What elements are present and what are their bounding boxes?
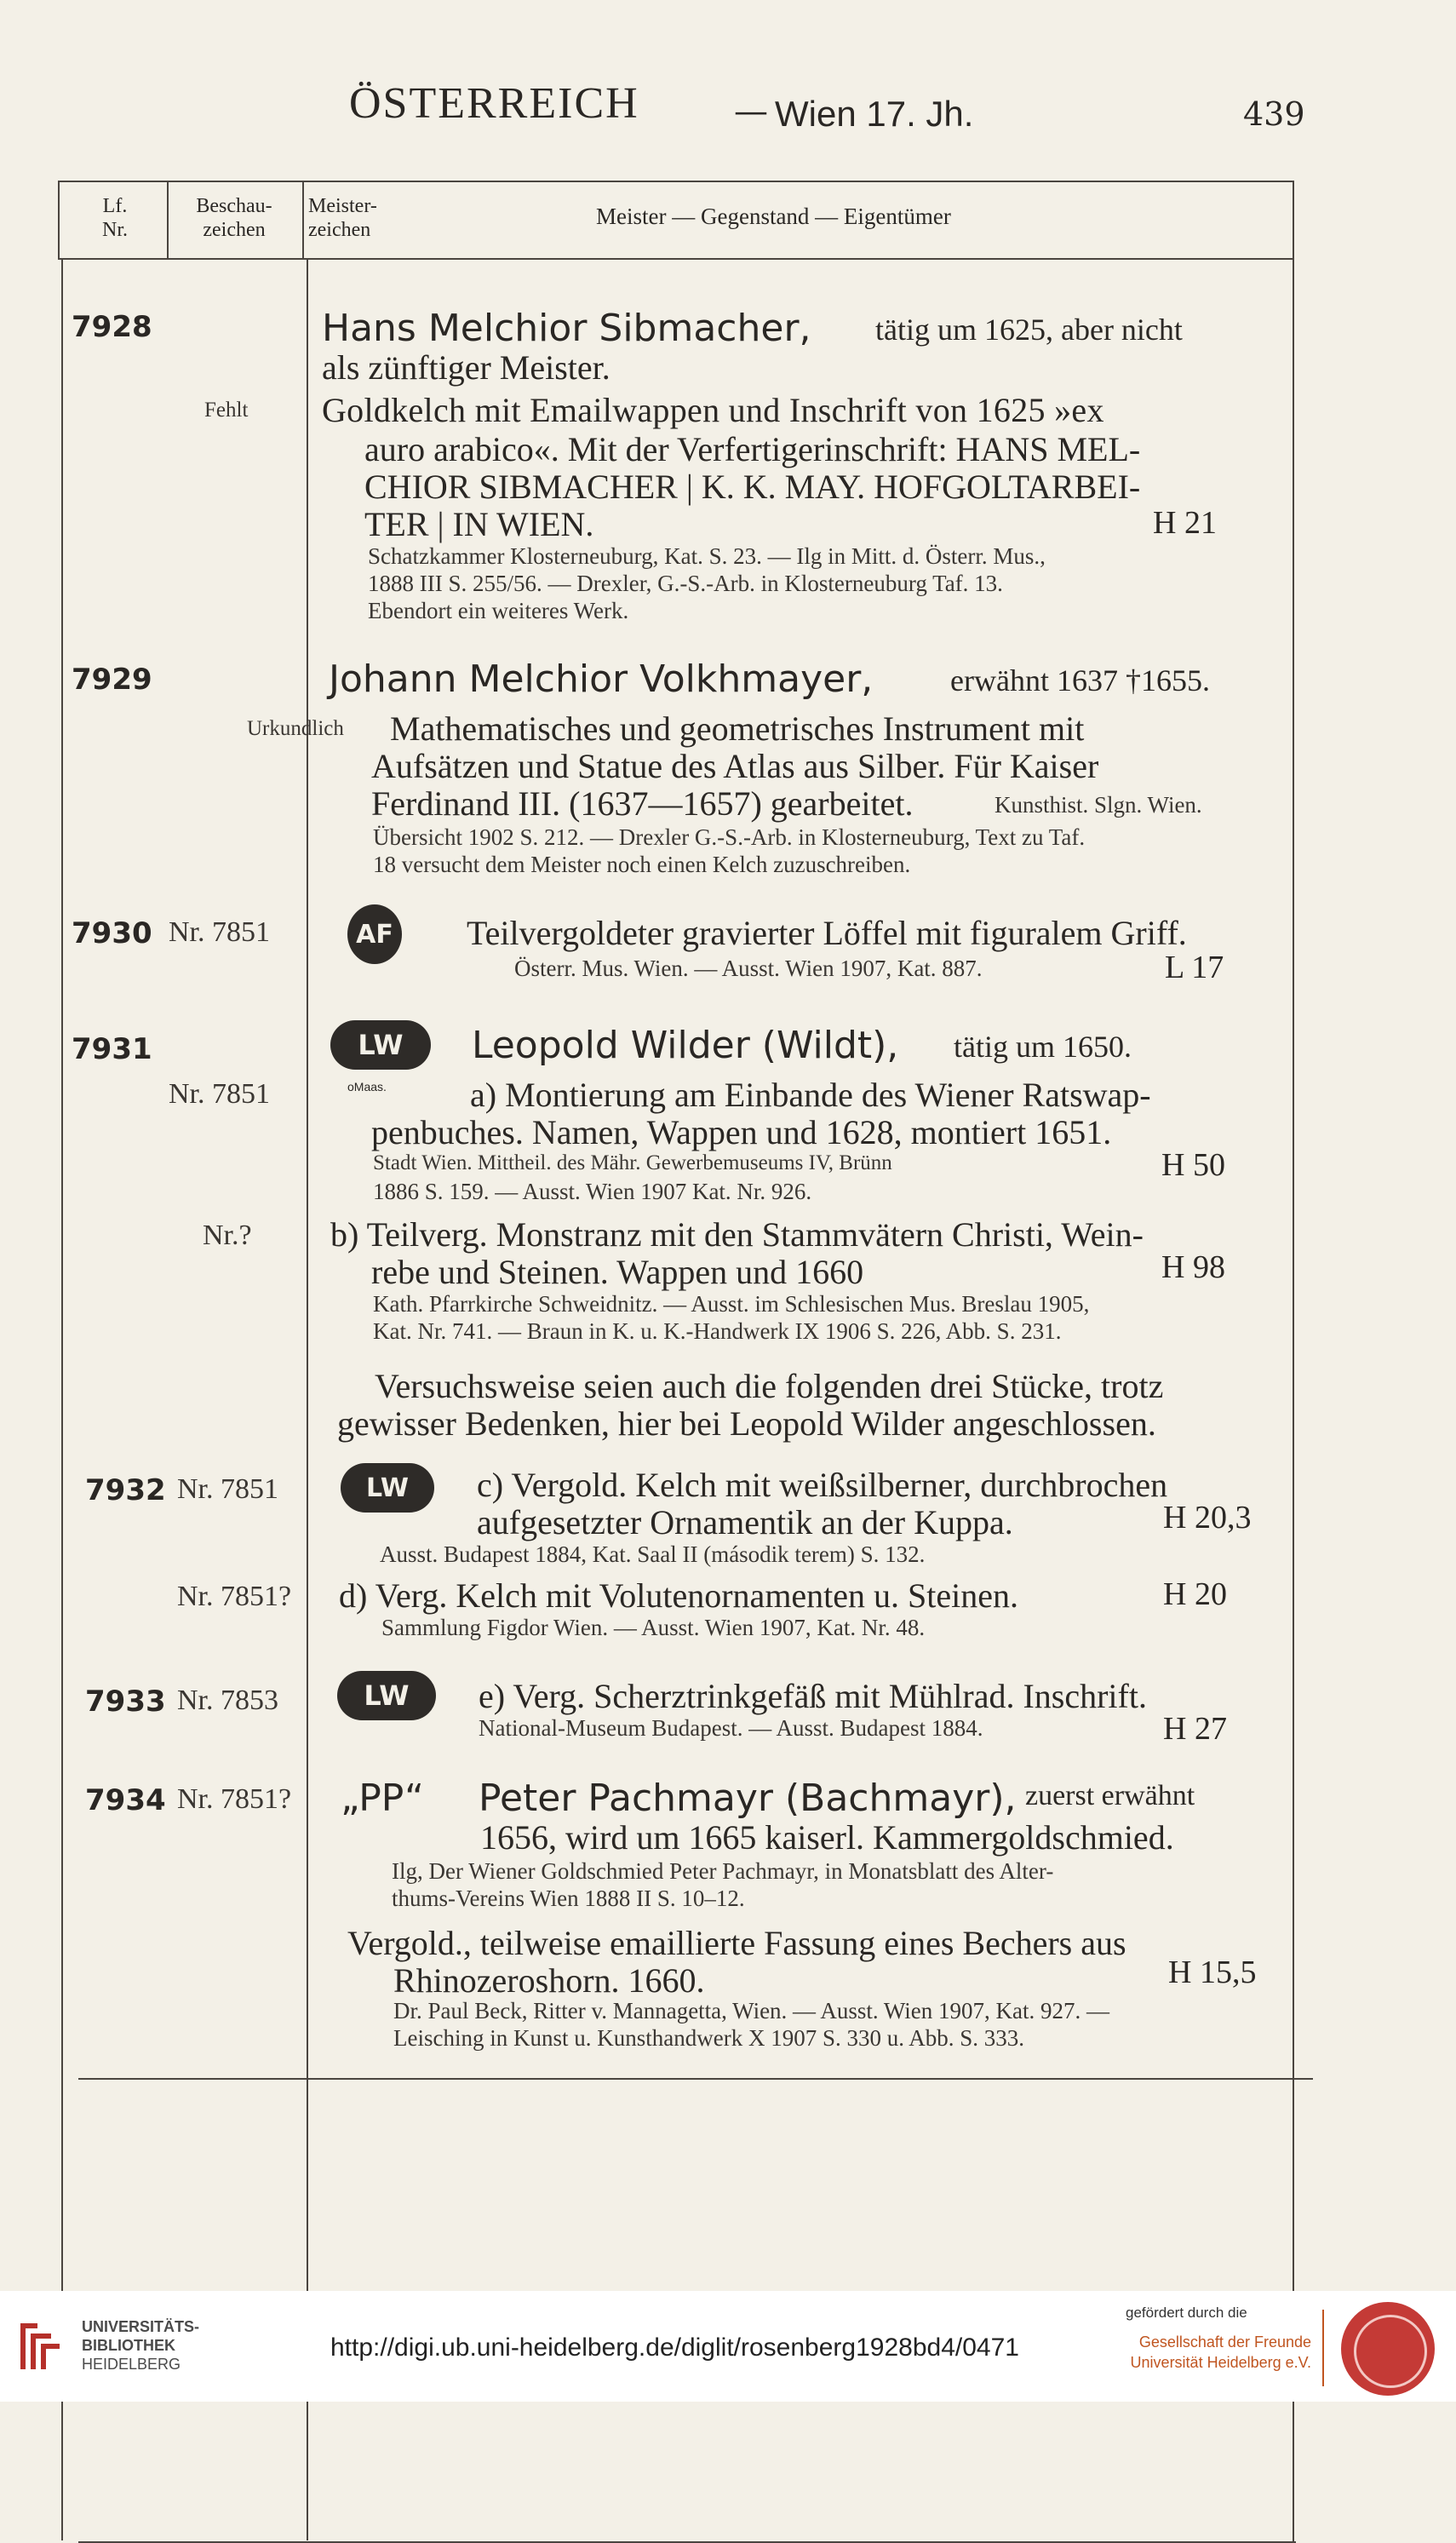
master-name: Peter Pachmayr (Bachmayr), [479, 1777, 1017, 1820]
object-text: Teilvergoldeter gravierter Löffel mit figuralem Griff. [467, 914, 1187, 952]
beschau-mark: Nr.? [203, 1220, 252, 1251]
object-text: b) Teilverg. Monstranz mit den Stammvätern Christi, Wein- [330, 1215, 1144, 1254]
height-value: H 98 [1161, 1249, 1225, 1285]
master-description: tätig um 1625, aber nicht [875, 313, 1183, 347]
master-description-2: 1656, wird um 1665 kaiserl. Kammergoldschmied. [480, 1818, 1174, 1857]
object-text: Goldkelch mit Emailwappen und Inschrift von 1625 »ex [322, 391, 1104, 429]
reference-text: Dr. Paul Beck, Ritter v. Mannagetta, Wien. — Ausst. Wien 1907, Kat. 927. — [393, 1998, 1109, 2023]
page-subtitle: Wien 17. Jh. [775, 94, 974, 134]
society-name-1: Gesellschaft der Freunde [1138, 2333, 1311, 2351]
height-value: H 50 [1161, 1147, 1225, 1183]
reference-text: Kunsthist. Slgn. Wien. [995, 792, 1202, 818]
object-text: rebe und Steinen. Wappen und 1660 [371, 1253, 864, 1291]
entry-number-7930: 7930 [72, 916, 152, 950]
page-title: ÖSTERREICH [349, 79, 639, 128]
column-header-beschau: Beschau- zeichen [196, 195, 272, 241]
beschau-mark: Nr. 7851 [169, 1078, 270, 1110]
beschau-mark: Nr. 7851 [177, 1473, 278, 1505]
library-logo-icon [17, 2316, 63, 2376]
height-value: H 21 [1153, 505, 1217, 541]
library-name-1: UNIVERSITÄTS- [82, 2318, 200, 2335]
library-name-3: HEIDELBERG [82, 2356, 181, 2373]
object-text: c) Vergold. Kelch mit weißsilberner, durchbrochen [477, 1466, 1168, 1504]
page-number: 439 [1243, 95, 1305, 133]
object-text: TER | IN WIEN. [364, 505, 594, 543]
reference-text: Leisching in Kunst u. Kunsthandwerk X 1907 S. 330 u. Abb. S. 333. [393, 2025, 1024, 2051]
master-name: Hans Melchior Sibmacher, [322, 307, 811, 350]
reference-text: 1886 S. 159. — Ausst. Wien 1907 Kat. Nr. 926. [373, 1179, 812, 1204]
maker-mark-lw: LW [330, 1020, 431, 1070]
reference-text: Kat. Nr. 741. — Braun in K. u. K.-Handwerk IX 1906 S. 226, Abb. S. 231. [373, 1318, 1062, 1344]
height-value: H 20 [1163, 1576, 1227, 1612]
library-name-2: BIBLIOTHEK [82, 2337, 175, 2354]
object-text: Vergold., teilweise emaillierte Fassung eines Bechers aus [347, 1924, 1126, 1962]
entry-number-7928: 7928 [72, 310, 152, 344]
master-name: Johann Melchior Volkhmayer, [329, 657, 874, 701]
object-text: Aufsätzen und Statue des Atlas aus Silber. Für Kaiser [371, 747, 1099, 785]
entry-number-7929: 7929 [72, 663, 152, 697]
object-text: CHIOR SIBMACHER | K. K. MAY. HOFGOLTARBEI- [364, 468, 1141, 506]
height-value: H 15,5 [1168, 1955, 1257, 1990]
maker-mark-pp: „PP“ [341, 1777, 424, 1820]
title-dash: — [734, 92, 768, 131]
master-description: zuerst erwähnt [1025, 1780, 1195, 1811]
footer-divider [1322, 2310, 1324, 2386]
master-description-2: als zünftiger Meister. [322, 348, 610, 387]
entry-number-7933: 7933 [85, 1685, 166, 1719]
object-text: d) Verg. Kelch mit Volutenornamenten u. Steinen. [339, 1576, 1019, 1615]
object-text: a) Montierung am Einbande des Wiener Ratswap- [470, 1076, 1151, 1114]
reference-text: Stadt Wien. Mittheil. des Mähr. Gewerbemuseums IV, Brünn [373, 1151, 892, 1174]
entry-number-7931: 7931 [72, 1032, 152, 1066]
object-text: penbuches. Namen, Wappen und 1628, montiert 1651. [371, 1113, 1112, 1151]
mark-note: oMaas. [347, 1080, 387, 1094]
height-value: H 27 [1163, 1711, 1227, 1747]
master-description: tätig um 1650. [954, 1030, 1132, 1064]
master-name: Leopold Wilder (Wildt), [472, 1024, 899, 1067]
reference-text: Ausst. Budapest 1884, Kat. Saal II (második terem) S. 132. [380, 1541, 926, 1567]
height-value: H 20,3 [1163, 1500, 1252, 1536]
column-header-meisterzeichen: Meister- zeichen [308, 195, 377, 241]
supported-by-label: gefördert durch die [1126, 2305, 1247, 2321]
entry-number-7932: 7932 [85, 1473, 166, 1507]
reference-text: National-Museum Budapest. — Ausst. Budapest 1884. [479, 1715, 983, 1741]
beschau-mark: Nr. 7851 [169, 916, 270, 948]
note-text: Versuchsweise seien auch die folgenden drei Stücke, trotz [375, 1367, 1164, 1405]
reference-text: Ilg, Der Wiener Goldschmied Peter Pachmayr, in Monatsblatt des Alter- [392, 1858, 1054, 1884]
beschau-mark: Urkundlich [247, 717, 344, 740]
entry-number-7934: 7934 [85, 1783, 166, 1817]
object-text: e) Verg. Scherztrinkgefäß mit Mühlrad. Inschrift. [479, 1677, 1147, 1715]
height-value: L 17 [1165, 950, 1224, 985]
object-text: Mathematisches und geometrisches Instrument mit [390, 709, 1085, 748]
university-seal-ring [1354, 2315, 1427, 2388]
reference-text: Österr. Mus. Wien. — Ausst. Wien 1907, Kat. 887. [514, 956, 983, 981]
column-header-main: Meister — Gegenstand — Eigentümer [596, 204, 951, 229]
note-text: gewisser Bedenken, hier bei Leopold Wilder angeschlossen. [337, 1404, 1156, 1443]
maker-mark-af: AF [347, 904, 402, 964]
maker-mark-lw: LW [341, 1463, 434, 1513]
reference-text: Schatzkammer Klosterneuburg, Kat. S. 23. — Ilg in Mitt. d. Österr. Mus., [368, 543, 1046, 569]
master-description: erwähnt 1637 †1655. [950, 663, 1210, 697]
maker-mark-lw: LW [337, 1671, 436, 1720]
object-text: Ferdinand III. (1637—1657) gearbeitet. [371, 784, 914, 823]
society-name-2: Universität Heidelberg e.V. [1130, 2354, 1311, 2371]
beschau-mark: Nr. 7851? [177, 1581, 292, 1612]
reference-text: Ebendort ein weiteres Werk. [368, 598, 629, 623]
column-header-lf: Lf. Nr. [102, 195, 128, 241]
reference-text: 18 versucht dem Meister noch einen Kelch zuzuschreiben. [373, 852, 911, 877]
beschau-mark: Fehlt [204, 399, 249, 422]
beschau-mark: Nr. 7851? [177, 1783, 292, 1815]
object-text: aufgesetzter Ornamentik an der Kuppa. [477, 1503, 1013, 1541]
reference-text: Übersicht 1902 S. 212. — Drexler G.-S.-Arb. in Klosterneuburg, Text zu Taf. [373, 824, 1086, 850]
beschau-mark: Nr. 7853 [177, 1685, 278, 1716]
reference-text: Sammlung Figdor Wien. — Ausst. Wien 1907, Kat. Nr. 48. [381, 1615, 926, 1640]
reference-text: Kath. Pfarrkirche Schweidnitz. — Ausst. im Schlesischen Mus. Breslau 1905, [373, 1291, 1090, 1317]
object-text: Rhinozeroshorn. 1660. [393, 1961, 705, 2000]
reference-text: 1888 III S. 255/56. — Drexler, G.-S.-Arb. in Klosterneuburg Taf. 13. [368, 571, 1003, 596]
object-text: auro arabico«. Mit der Verfertigerinschrift: HANS MEL- [364, 430, 1141, 468]
table-bottom-rule [78, 2078, 1313, 2080]
document-url-link[interactable]: http://digi.ub.uni-heidelberg.de/diglit/rosenberg1928bd4/0471 [330, 2333, 1019, 2362]
reference-text: thums-Vereins Wien 1888 II S. 10–12. [392, 1886, 745, 1911]
